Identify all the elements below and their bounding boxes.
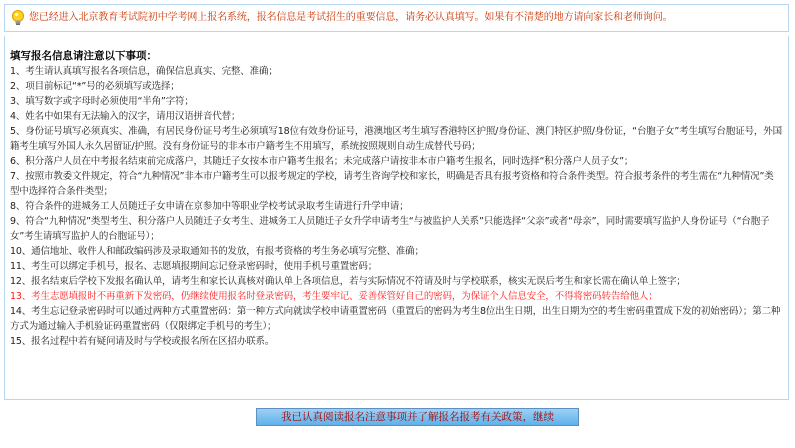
instruction-item: 2、项目前标记“*”号的必须填写或选择； — [10, 81, 180, 92]
instructions-list — [10, 64, 782, 349]
confirm-continue-button[interactable]: 我已认真阅读报名注意事项并了解报名报考有关政策，继续 — [256, 408, 579, 426]
instruction-item: 11、考生可以绑定手机号，报名、志愿填报期间忘记登录密码时，使用手机号重置密码； — [10, 261, 378, 272]
instruction-item: 14、考生忘记登录密码时可以通过两种方式重置密码：第一种方式向就读学校申请重置密码（重置后的密码为考生8位出生日期，出生日期为空的考生密码重置成下发的初始密码）；第二种方式为通过输入手机验证码重置密码（仅限绑定手机号的考生）； — [10, 306, 781, 332]
instruction-item: 6、积分落户人员在中考报名结束前完成落户，其随迁子女按本市户籍考生报名；未完成落户请按非本市户籍考生报名，同时选择“积分落户人员子女”； — [10, 156, 634, 167]
notice-message: 您已经进入北京教育考试院初中学考网上报名系统，报名信息是考试招生的重要信息，请务必认真填写。如果有不清楚的地方请向家长和老师询问。 — [29, 12, 673, 23]
instruction-item: 3、填写数字或字母时必须使用“半角”字符； — [10, 96, 194, 107]
instruction-item: 4、姓名中如果有无法输入的汉字，请用汉语拼音代替； — [10, 111, 241, 122]
instructions-heading: 填写报名信息请注意以下事项： — [10, 50, 157, 62]
action-area — [0, 400, 795, 448]
instruction-item: 13、考生志愿填报时不再重新下发密码，仍继续使用报名时登录密码，考生要牢记、妥善保管好自己的密码，为保证个人信息安全，不得将密码转告给他人； — [10, 291, 658, 302]
instruction-item: 15、报名过程中若有疑问请及时与学校或报名所在区招办联系。 — [10, 336, 275, 347]
notice-bar — [4, 4, 789, 32]
instruction-item: 10、通信地址、收件人和邮政编码涉及录取通知书的发放，有报考资格的考生务必填写完整、准确； — [10, 246, 424, 257]
instruction-item: 7、按照市教委文件规定，符合“九种情况”非本市户籍考生可以报考规定的学校，请考生咨询学校和家长，明确是否具有报考资格和符合条件类型。符合报考条件的考生需在“九种情况”类型中选择符合条件类型； — [10, 171, 774, 197]
instruction-item: 1、考生请认真填写报名各项信息，确保信息真实、完整、准确； — [10, 66, 278, 77]
instruction-item: 8、符合条件的进城务工人员随迁子女申请在京参加中等职业学校考试录取考生请进行升学申请； — [10, 201, 409, 212]
instruction-item: 9、符合“九种情况”类型考生、积分落户人员随迁子女考生、进城务工人员随迁子女升学申请考生“与被监护人关系”只能选择“父亲”或者“母亲”，同时需要填写监护人身份证号（“台胞子女”考生请填写监护人的台胞证号）； — [10, 216, 770, 242]
instruction-item: 5、身份证号填写必须真实、准确，有居民身份证号考生必须填写18位有效身份证号，港澳地区考生填写香港特区护照/身份证、澳门特区护照/身份证，“台胞子女”考生填写台胞证号，外国籍考生填写外国人永久居留证/护照。没有身份证号的非本市户籍考生不用填写，系统按照规则自动生成替代号码； — [10, 126, 782, 152]
lightbulb-icon — [11, 9, 25, 27]
instructions-panel — [4, 36, 789, 400]
instruction-item: 12、报名结束后学校下发报名确认单，请考生和家长认真核对确认单上各项信息，若与实际情况不符请及时与学校联系，核实无误后考生和家长需在确认单上签字； — [10, 276, 686, 287]
